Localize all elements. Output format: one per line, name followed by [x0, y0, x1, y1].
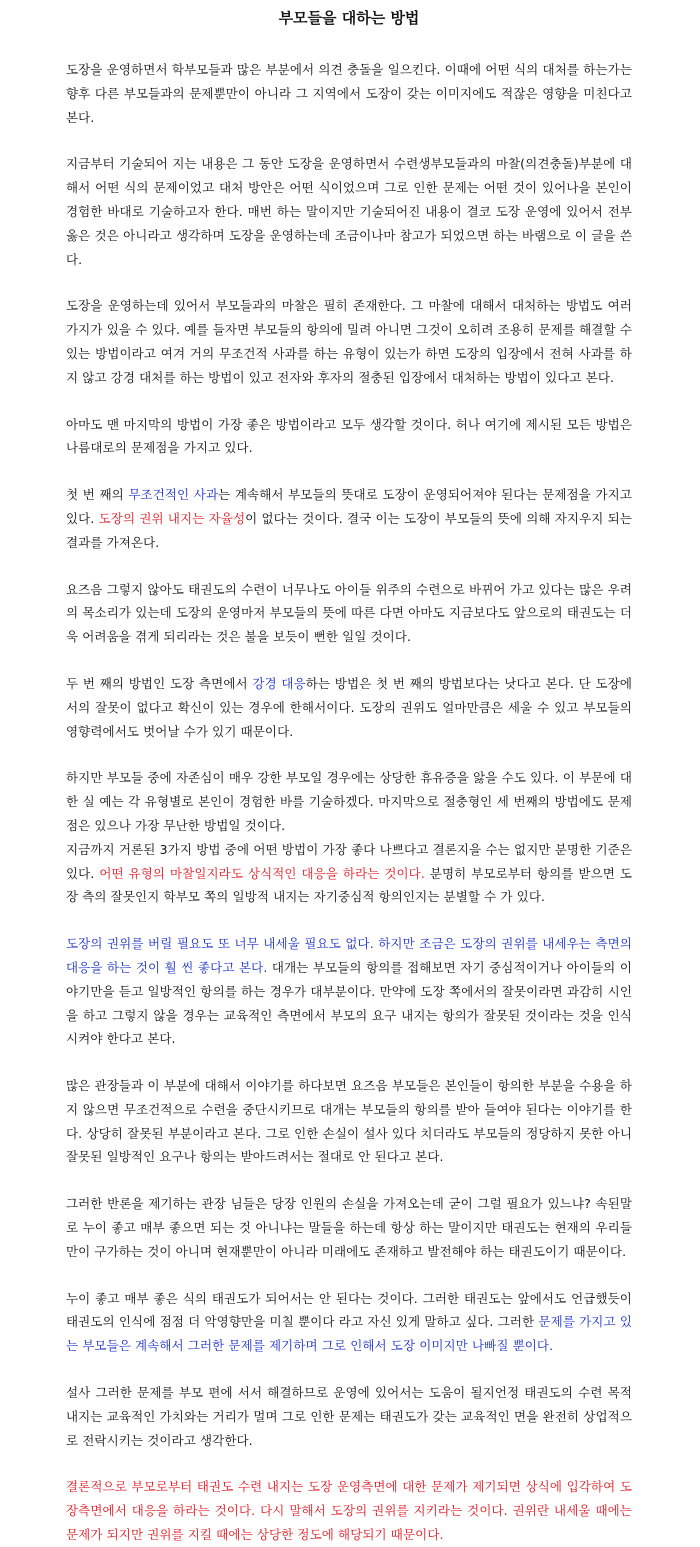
paragraph-text: 많은 관장들과 이 부분에 대해서 이야기를 하다보면 요즈음 부모들은 본인들이 항의한 부분을 수용을 하지 않으면 무조건적으로 수련을 중단시키므로 대개는 부모들의 항의를 받아 들여야 된다는 이야기를 한다. 상당히 잘못된 부분이라고 본다. 그로 인한 손실이 설사 있다 치더라도 부모들의 정당하지 못한 아니 잘못된 일방적인 요구나 항의는 받아드려서는 절대로 안 된다고 본다. [66, 1078, 632, 1165]
paragraph-text: 는 계속해서 부모들의 뜻대로 도장이 운영되어져야 된다는 문제점을 가지고 있다. [66, 487, 632, 526]
highlight-blue: 문제를 가지고 있는 부모들은 계속해서 그러한 문제를 제기하며 그로 인해서 도장 이미지만 나빠질 뿐이다. [66, 1314, 632, 1354]
paragraph-2 [66, 152, 632, 271]
paragraph-text: 하는 방법은 첫 번 째의 방법보다는 낫다고 본다. 단 도장에서의 잘못이 없다고 확신이 있는 경우에 한해서이다. 도장의 권위도 얼마만큼은 세울 수 있고 부모들의 영향력에서도 벗어날 수가 있기 때문이다. [66, 675, 633, 739]
paragraph-text: 요즈음 그렇지 않아도 태권도의 수련이 너무나도 아이들 위주의 수련으로 바뀌어 가고 있다는 많은 우려의 목소리가 있는데 도장의 운영마저 부모들의 뜻에 따른 다면 아마도 지금보다도 앞으로의 태권도는 더욱 어려움을 겪게 되리라는 것은 불을 보듯이 뻔한 일일 것이다. [66, 581, 632, 645]
paragraph-text: 분명히 부모로부터 항의를 받으면 도장 측의 잘못인지 학부모 쪽의 일방적 내지는 자기중심적 항의인지는 분별할 수 가 있다. [66, 865, 632, 905]
paragraph-text: 첫 번 째의 [66, 487, 129, 503]
paragraph-6 [66, 578, 632, 649]
paragraph-8 [66, 766, 632, 837]
paragraph-text: 하지만 부모들 중에 자존심이 매우 강한 부모일 경우에는 상당한 휴유증을 앓을 수도 있다. 이 부문에 대한 실 예는 각 유형별로 본인이 경험한 바를 기술하겠다. 마지막으로 절충형인 세 번째의 방법에도 문제점은 있으나 가장 무난한 방법일 것이다. [66, 770, 632, 833]
paragraph-text: 아마도 맨 마지막의 방법이 가장 좋은 방법이라고 모두 생각할 것이다. 허나 여기에 제시된 모든 방법은 나름대로의 문제점을 가지고 있다. [66, 416, 632, 456]
page-title: 부모들을 대하는 방법 [278, 9, 420, 27]
paragraph-7 [66, 672, 632, 743]
paragraph-text: 지금까지 거론된 3가지 방법 중에 어떤 방법이 가장 좋다 나쁘다고 결론지을 수는 없지만 분명한 기준은 있다. [66, 841, 632, 881]
article-body [66, 58, 632, 1547]
highlight-blue: 도장의 권위를 버릴 필요도 또 너무 내세울 필요도 없다. 하지만 조금은 도장의 권위를 내세우는 측면의 대응을 하는 것이 훨 씬 좋다고 본다. [66, 936, 632, 975]
highlight-blue: 무조건적인 사과 [128, 487, 219, 503]
paragraph-13 [66, 1287, 632, 1358]
paragraph-1 [66, 58, 632, 129]
paragraph-11 [66, 1074, 632, 1169]
paragraph-text: 도장을 운영하면서 학부모들과 많은 부분에서 의견 충돌을 일으킨다. 이때에 어떤 식의 대처를 하는가는 향후 다른 부모들과의 문제뿐만이 아니라 그 지역에서 도장이 갖는 이미지에도 적잖은 영향을 미친다고 본다. [66, 62, 632, 125]
paragraph-9 [66, 838, 632, 909]
highlight-blue: 강경 대응 [252, 675, 306, 691]
paragraph-3 [66, 294, 632, 389]
paragraph-14 [66, 1381, 632, 1452]
paragraph-text: 지금부터 기술되어 지는 내용은 그 동안 도장을 운영하면서 수련생부모들과의 마찰(의견충돌)부분에 대해서 어떤 식의 문제이었고 대처 방안은 어떤 식이었으며 그로 인한 문제는 어떤 것이 있어나을 본인이 경험한 바대로 기술하고자 한다. 매번 하는 말이지만 기술되어진 내용이 결코 도장 운영에 있어서 전부 옳은 것은 아니라고 생각하며 도장을 운영하는데 조금이나마 참고가 되었으면 하는 바램으로 이 글을 쓴다. [66, 156, 632, 267]
highlight-red: 결론적으로 부모로부터 태권도 수련 내지는 도장 운영측면에 대한 문제가 제기되면 상식에 입각하여 도장측면에서 대응을 하라는 것이다. 다시 말해서 도장의 권위를 지키라는 것이다. 권위란 내세울 때에는 문제가 되지만 권위를 지킬 때에는 상당한 정도에 해당되기 때문이다. [66, 1479, 632, 1543]
paragraph-text: 그러한 반론을 제기하는 관장 님들은 당장 인원의 손실을 가져오는데 굳이 그럴 필요가 있느냐? 속된말로 누이 좋고 매부 좋으면 되는 것 아니냐는 말들을 하는데 항상 하는 말이지만 태권도는 현재의 우리들만이 구가하는 것이 아니며 현재뿐만이 아니라 미래에도 존재하고 발전해야 하는 태권도이기 때문이다. [66, 1196, 632, 1259]
paragraph-12 [66, 1192, 632, 1263]
highlight-red: 도장의 권위 내지는 자율성 [98, 510, 246, 526]
highlight-red: 어떤 유형의 마찰일지라도 상식적인 대응을 하라는 것이다. [99, 865, 425, 881]
paragraph-text: 두 번 째의 방법인 도장 측면에서 [66, 675, 253, 691]
paragraph-4 [66, 413, 632, 461]
paragraph-5 [66, 483, 632, 554]
paragraph-15 [66, 1475, 632, 1546]
paragraph-text: 누이 좋고 매부 좋은 식의 태권도가 되어서는 안 된다는 것이다. 그러한 태권도는 앞에서도 언급했듯이 태권도의 인식에 점점 더 악영향만을 미칠 뿐이다 라고 자신 있게 말하고 싶다. 그러한 [66, 1290, 632, 1330]
paragraph-text: 도장을 운영하는데 있어서 부모들과의 마찰은 필히 존재한다. 그 마찰에 대해서 대처하는 방법도 여러 가지가 있을 수 있다. 예를 들자면 부모들의 항의에 밀려 아니면 그것이 오히려 조용히 문제를 해결할 수 있는 방법이라고 여겨 거의 무조건적 사과를 하는 유형이 있는가 하면 도장의 입장에서 전혀 사과를 하지 않고 강경 대처를 하는 방법이 있고 전자와 후자의 절충된 입장에서 대처하는 방법이 있다고 본다. [66, 298, 632, 385]
paragraph-text: 이 없다는 것이다. 결국 이는 도장이 부모들의 뜻에 의해 자지우지 되는 결과를 가져온다. [66, 510, 632, 550]
paragraph-text: 대개는 부모들의 항의를 접해보면 자기 중심적이거나 아이들의 이야기만을 듣고 일방적인 항의를 하는 경우가 대부분이다. 만약에 도장 쪽에서의 잘못이라면 과감히 시인을 하고 그렇지 않을 경우는 교육적인 측면에서 부모의 요구 내지는 항의가 잘못된 것이라는 것을 인식시켜야 한다고 본다. [66, 959, 632, 1047]
paragraph-10 [66, 932, 632, 1051]
paragraph-text: 설사 그러한 문제를 부모 편에 서서 해결하므로 운영에 있어서는 도움이 될지언정 태권도의 수련 목적 내지는 교육적인 가치와는 거리가 멀며 그로 인한 문제는 태권도가 갖는 교육적인 면을 완전히 상업적으로 전락시키는 것이라고 생각한다. [66, 1385, 632, 1448]
